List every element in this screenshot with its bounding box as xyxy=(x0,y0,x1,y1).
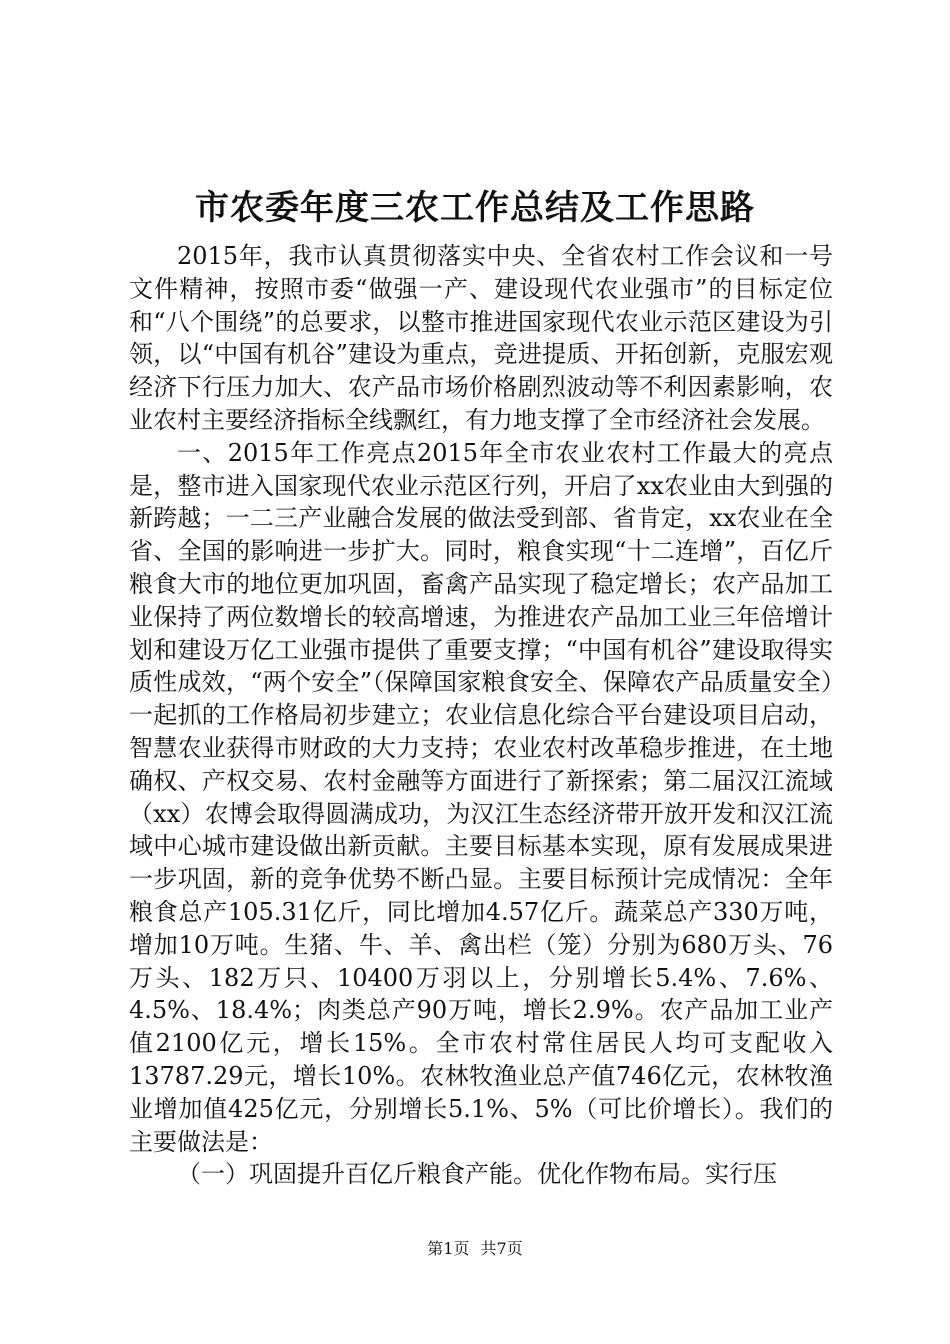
paragraph-highlights: 一、2015年工作亮点2015年全市农业农村工作最大的亮点是，整市进入国家现代农业示范区行列，开启了xx农业由大到强的新跨越；一二三产业融合发展的做法受到部、省肯定，xx农业在全省、全国的影响进一步扩大。同时，粮食实现“十二连增”，百亿斤粮食大市的地位更加巩固，畜禽产品实现了稳定增长；农产品加工业保持了两位数增长的较高增速，为推进农产品加工业三年倍增计划和建设万亿工业强市提供了重要支撑；“中国有机谷”建设取得实质性成效，“两个安全”（保障国家粮食安全、保障农产品质量安全）一起抓的工作格局初步建立；农业信息化综合平台建设项目启动，智慧农业获得市财政的大力支持；农业农村改革稳步推进，在土地确权、产权交易、农村金融等方面进行了新探索；第二届汉江流域（xx）农博会取得圆满成功，为汉江生态经济带开放开发和汉江流域中心城市建设做出新贡献。主要目标基本实现，原有发展成果进一步巩固，新的竞争优势不断凸显。主要目标预计完成情况：全年粮食总产105.31亿斤，同比增加4.57亿斤。蔬菜总产330万吨，增加10万吨。生猪、牛、羊、禽出栏（笼）分别为680万头、76万头、182万只、10400万羽以上，分别增长5.4%、7.6%、4.5%、18.4%；肉类总产90万吨，增长2.9%。农产品加工业产值2100亿元，增长15%。全市农村常住居民人均可支配收入13787.29元，增长10%。农林牧渔业总产值746亿元，农林牧渔业增加值425亿元，分别增长5.1%、5%（可比价增长）。我们的主要做法是： xyxy=(129,438,833,1156)
document-title: 市农委年度三农工作总结及工作思路 xyxy=(195,188,755,228)
paragraph-intro: 2015年，我市认真贯彻落实中央、全省农村工作会议和一号文件精神，按照市委“做强一产、建设现代农业强市”的目标定位和“八个围绕”的总要求，以整市推进国家现代农业示范区建设为引领，以“中国有机谷”建设为重点，竞进提质、开拓创新，克服宏观经济下行压力加大、农产品市场价格剧烈波动等不利因素影响，农业农村主要经济指标全线飘红，有力地支撑了全市经济社会发展。 xyxy=(129,242,833,434)
page-footer xyxy=(0,1238,950,1260)
paragraph-grain-capacity: （一）巩固提升百亿斤粮食产能。优化作物布局。实行压 xyxy=(177,1160,777,1189)
page-number: 第1页 xyxy=(427,1239,470,1258)
document-body xyxy=(129,240,833,1191)
page-total: 共7页 xyxy=(480,1239,523,1258)
